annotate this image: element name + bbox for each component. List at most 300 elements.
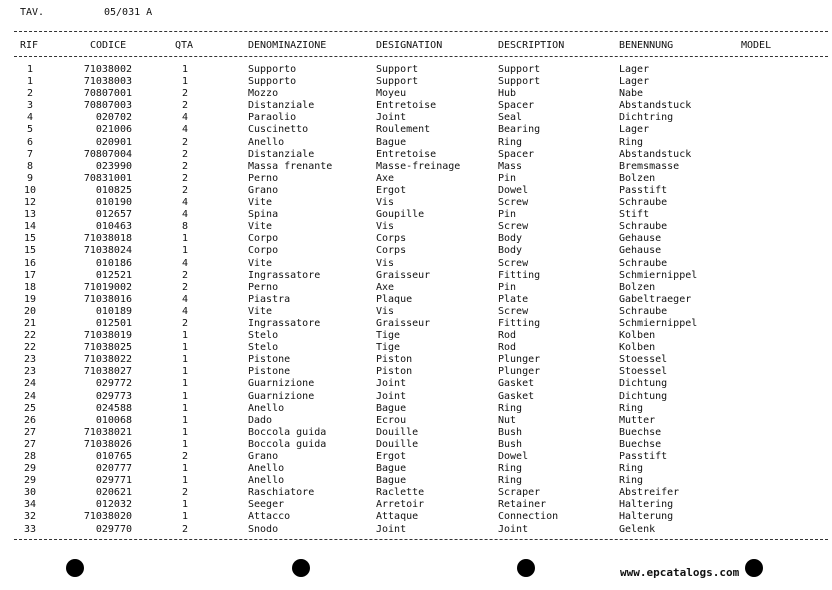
description-cell: Screw — [498, 257, 529, 269]
denominazione-cell: Spina — [248, 209, 279, 221]
denominazione-cell: Perno — [248, 281, 279, 293]
designation-cell: Vis — [376, 257, 395, 269]
codice-cell: 023990 — [95, 160, 132, 172]
description-cell: Retainer — [498, 499, 547, 511]
table-row — [0, 451, 832, 463]
codice-cell: 010186 — [95, 257, 132, 269]
table-row — [0, 415, 832, 427]
denominazione-cell: Anello — [248, 402, 285, 414]
rif-cell: 24 — [23, 378, 37, 390]
benennung-cell: Bremsmasse — [619, 160, 680, 172]
description-cell: Plate — [498, 293, 529, 305]
rif-cell: 3 — [26, 100, 34, 112]
table-row — [0, 221, 832, 233]
designation-cell: Plaque — [376, 293, 413, 305]
rif-cell: 25 — [23, 402, 37, 414]
qta-cell: 1 — [181, 342, 189, 354]
denominazione-cell: Seeger — [248, 499, 285, 511]
benennung-cell: Lager — [619, 124, 650, 136]
denominazione-cell: Corpo — [248, 233, 279, 245]
table-row — [0, 185, 832, 197]
designation-cell: Ecrou — [376, 414, 407, 426]
denominazione-cell: Grano — [248, 451, 279, 462]
benennung-cell: Gehause — [619, 233, 662, 245]
denominazione-cell: Piastra — [248, 293, 291, 305]
rif-cell: 12 — [23, 197, 37, 209]
rif-cell: 18 — [23, 281, 37, 293]
description-cell: Pin — [498, 209, 517, 221]
codice-cell: 021006 — [95, 124, 132, 136]
benennung-cell: Kolben — [619, 330, 656, 342]
benennung-cell: Stoessel — [619, 354, 668, 366]
designation-cell: Masse-freinage — [376, 160, 461, 172]
qta-cell: 2 — [181, 281, 189, 293]
designation-cell: Arretoir — [376, 499, 425, 511]
denominazione-cell: Ingrassatore — [248, 269, 321, 281]
denominazione-cell: Perno — [248, 172, 279, 184]
benennung-cell: Lager — [619, 64, 650, 75]
rif-cell: 22 — [23, 330, 37, 342]
designation-cell: Joint — [376, 390, 407, 402]
description-cell: Ring — [498, 402, 523, 414]
description-cell: Bush — [498, 438, 523, 450]
rif-cell: 24 — [23, 390, 37, 402]
benennung-cell: Passtift — [619, 451, 668, 462]
benennung-cell: Halterung — [619, 511, 674, 523]
codice-cell: 010190 — [95, 197, 132, 209]
codice-cell: 012501 — [95, 317, 132, 329]
qta-cell: 2 — [181, 88, 189, 100]
table-row — [0, 233, 832, 245]
qta-cell: 4 — [181, 257, 189, 269]
codice-cell: 012032 — [95, 499, 132, 511]
col-designation: DESIGNATION — [376, 40, 443, 51]
qta-cell: 1 — [181, 463, 189, 475]
benennung-cell: Gelenk — [619, 523, 656, 535]
benennung-cell: Nabe — [619, 88, 644, 100]
denominazione-cell: Anello — [248, 136, 285, 148]
codice-cell: 012657 — [95, 209, 132, 221]
description-cell: Gasket — [498, 390, 535, 402]
rif-cell: 1 — [26, 76, 34, 88]
tav-number: 05/031 A — [104, 7, 153, 18]
codice-cell: 70831001 — [83, 172, 132, 184]
benennung-cell: Abstandstuck — [619, 148, 692, 160]
denominazione-cell: Dado — [248, 414, 273, 426]
description-cell: Dowel — [498, 451, 529, 462]
col-description: DESCRIPTION — [498, 40, 565, 51]
description-cell: Rod — [498, 330, 517, 342]
table-row — [0, 245, 832, 257]
qta-cell: 2 — [181, 136, 189, 148]
header-divider — [14, 56, 828, 57]
codice-cell: 010189 — [95, 305, 132, 317]
qta-cell: 2 — [181, 172, 189, 184]
table-row — [0, 149, 832, 161]
description-cell: Body — [498, 245, 523, 257]
qta-cell: 1 — [181, 76, 189, 88]
designation-cell: Vis — [376, 305, 395, 317]
description-cell: Ring — [498, 136, 523, 148]
denominazione-cell: Supporto — [248, 64, 297, 75]
qta-cell: 8 — [181, 221, 189, 233]
designation-cell: Support — [376, 76, 419, 88]
qta-cell: 2 — [181, 100, 189, 112]
table-row — [0, 463, 832, 475]
col-qta: QTA — [175, 40, 194, 51]
qta-cell: 1 — [181, 366, 189, 378]
description-cell: Mass — [498, 160, 523, 172]
qta-cell: 1 — [181, 245, 189, 257]
qta-cell: 2 — [181, 487, 189, 499]
codice-cell: 71038027 — [83, 366, 132, 378]
table-row — [0, 499, 832, 511]
table-row — [0, 282, 832, 294]
col-model: MODEL — [741, 40, 772, 51]
codice-cell: 012521 — [95, 269, 132, 281]
benennung-cell: Abstandstuck — [619, 100, 692, 112]
codice-cell: 029772 — [95, 378, 132, 390]
benennung-cell: Buechse — [619, 438, 662, 450]
table-row — [0, 294, 832, 306]
description-cell: Rod — [498, 342, 517, 354]
punch-hole — [66, 559, 84, 577]
rif-cell: 30 — [23, 487, 37, 499]
description-cell: Pin — [498, 172, 517, 184]
table-row — [0, 511, 832, 523]
denominazione-cell: Mozzo — [248, 88, 279, 100]
description-cell: Connection — [498, 511, 559, 523]
punch-hole — [745, 559, 763, 577]
table-row — [0, 161, 832, 173]
denominazione-cell: Stelo — [248, 330, 279, 342]
benennung-cell: Stift — [619, 209, 650, 221]
denominazione-cell: Vite — [248, 221, 273, 233]
designation-cell: Douille — [376, 438, 419, 450]
codice-cell: 020702 — [95, 112, 132, 124]
designation-cell: Tige — [376, 330, 401, 342]
codice-cell: 010825 — [95, 184, 132, 196]
table-row — [0, 427, 832, 439]
table-row — [0, 64, 832, 76]
denominazione-cell: Pistone — [248, 366, 291, 378]
punch-hole — [292, 559, 310, 577]
table-row — [0, 137, 832, 149]
denominazione-cell: Pistone — [248, 354, 291, 366]
description-cell: Gasket — [498, 378, 535, 390]
description-cell: Ring — [498, 475, 523, 487]
denominazione-cell: Distanziale — [248, 100, 315, 112]
qta-cell: 4 — [181, 112, 189, 124]
codice-cell: 029771 — [95, 475, 132, 487]
qta-cell: 1 — [181, 354, 189, 366]
benennung-cell: Bolzen — [619, 172, 656, 184]
codice-cell: 71038021 — [83, 426, 132, 438]
table-row — [0, 487, 832, 499]
designation-cell: Corps — [376, 245, 407, 257]
table-row — [0, 209, 832, 221]
table-row — [0, 354, 832, 366]
benennung-cell: Gabeltraeger — [619, 293, 692, 305]
designation-cell: Entretoise — [376, 148, 437, 160]
table-row — [0, 475, 832, 487]
designation-cell: Moyeu — [376, 88, 407, 100]
qta-cell: 1 — [181, 426, 189, 438]
benennung-cell: Ring — [619, 475, 644, 487]
qta-cell: 4 — [181, 209, 189, 221]
col-benennung: BENENNUNG — [619, 40, 674, 51]
col-rif: RIF — [20, 40, 39, 51]
designation-cell: Tige — [376, 342, 401, 354]
rif-cell: 15 — [23, 245, 37, 257]
codice-cell: 70807004 — [83, 148, 132, 160]
denominazione-cell: Distanziale — [248, 148, 315, 160]
codice-cell: 71019002 — [83, 281, 132, 293]
rif-cell: 33 — [23, 523, 37, 535]
benennung-cell: Abstreifer — [619, 487, 680, 499]
benennung-cell: Schraube — [619, 257, 668, 269]
codice-cell: 029770 — [95, 523, 132, 535]
designation-cell: Corps — [376, 233, 407, 245]
rif-cell: 34 — [23, 499, 37, 511]
designation-cell: Bague — [376, 475, 407, 487]
rif-cell: 5 — [26, 124, 34, 136]
designation-cell: Joint — [376, 378, 407, 390]
description-cell: Nut — [498, 414, 517, 426]
qta-cell: 4 — [181, 293, 189, 305]
benennung-cell: Lager — [619, 76, 650, 88]
description-cell: Fitting — [498, 269, 541, 281]
description-cell: Fitting — [498, 317, 541, 329]
description-cell: Support — [498, 64, 541, 75]
table-row — [0, 318, 832, 330]
rif-cell: 4 — [26, 112, 34, 124]
codice-cell: 010463 — [95, 221, 132, 233]
table-row — [0, 270, 832, 282]
col-codice: CODICE — [90, 40, 127, 51]
table-row — [0, 197, 832, 209]
benennung-cell: Ring — [619, 463, 644, 475]
codice-cell: 020777 — [95, 463, 132, 475]
benennung-cell: Ring — [619, 136, 644, 148]
benennung-cell: Schraube — [619, 305, 668, 317]
denominazione-cell: Attacco — [248, 511, 291, 523]
description-cell: Screw — [498, 305, 529, 317]
qta-cell: 1 — [181, 475, 189, 487]
designation-cell: Ergot — [376, 451, 407, 462]
qta-cell: 1 — [181, 330, 189, 342]
qta-cell: 1 — [181, 499, 189, 511]
codice-cell: 010765 — [95, 451, 132, 462]
designation-cell: Ergot — [376, 184, 407, 196]
benennung-cell: Bolzen — [619, 281, 656, 293]
qta-cell: 2 — [181, 523, 189, 535]
qta-cell: 1 — [181, 402, 189, 414]
qta-cell: 1 — [181, 511, 189, 523]
parts-table — [0, 64, 832, 536]
codice-cell: 024588 — [95, 402, 132, 414]
designation-cell: Piston — [376, 366, 413, 378]
denominazione-cell: Supporto — [248, 76, 297, 88]
description-cell: Spacer — [498, 148, 535, 160]
codice-cell: 010068 — [95, 414, 132, 426]
qta-cell: 1 — [181, 438, 189, 450]
designation-cell: Piston — [376, 354, 413, 366]
benennung-cell: Dichtung — [619, 378, 668, 390]
qta-cell: 2 — [181, 269, 189, 281]
rif-cell: 27 — [23, 426, 37, 438]
qta-cell: 4 — [181, 124, 189, 136]
rif-cell: 23 — [23, 354, 37, 366]
description-cell: Seal — [498, 112, 523, 124]
denominazione-cell: Stelo — [248, 342, 279, 354]
benennung-cell: Haltering — [619, 499, 674, 511]
description-cell: Bush — [498, 426, 523, 438]
rif-cell: 29 — [23, 475, 37, 487]
table-row — [0, 100, 832, 112]
benennung-cell: Dichtring — [619, 112, 674, 124]
table-row — [0, 378, 832, 390]
bottom-divider — [14, 539, 828, 540]
table-row — [0, 342, 832, 354]
table-row — [0, 366, 832, 378]
denominazione-cell: Massa frenante — [248, 160, 333, 172]
designation-cell: Entretoise — [376, 100, 437, 112]
designation-cell: Vis — [376, 197, 395, 209]
benennung-cell: Buechse — [619, 426, 662, 438]
rif-cell: 28 — [23, 451, 37, 462]
codice-cell: 71038024 — [83, 245, 132, 257]
designation-cell: Vis — [376, 221, 395, 233]
punch-hole — [517, 559, 535, 577]
table-row — [0, 112, 832, 124]
rif-cell: 14 — [23, 221, 37, 233]
designation-cell: Raclette — [376, 487, 425, 499]
benennung-cell: Ring — [619, 402, 644, 414]
denominazione-cell: Anello — [248, 463, 285, 475]
denominazione-cell: Paraolio — [248, 112, 297, 124]
qta-cell: 1 — [181, 233, 189, 245]
rif-cell: 32 — [23, 511, 37, 523]
description-cell: Plunger — [498, 366, 541, 378]
denominazione-cell: Vite — [248, 305, 273, 317]
table-row — [0, 403, 832, 415]
designation-cell: Roulement — [376, 124, 431, 136]
designation-cell: Support — [376, 64, 419, 75]
rif-cell: 13 — [23, 209, 37, 221]
rif-cell: 20 — [23, 305, 37, 317]
table-row — [0, 88, 832, 100]
qta-cell: 2 — [181, 160, 189, 172]
benennung-cell: Schmiernippel — [619, 317, 698, 329]
codice-cell: 71038016 — [83, 293, 132, 305]
denominazione-cell: Corpo — [248, 245, 279, 257]
description-cell: Spacer — [498, 100, 535, 112]
benennung-cell: Dichtung — [619, 390, 668, 402]
qta-cell: 1 — [181, 378, 189, 390]
benennung-cell: Schmiernippel — [619, 269, 698, 281]
rif-cell: 27 — [23, 438, 37, 450]
denominazione-cell: Vite — [248, 257, 273, 269]
rif-cell: 16 — [23, 257, 37, 269]
table-row — [0, 173, 832, 185]
denominazione-cell: Guarnizione — [248, 378, 315, 390]
description-cell: Body — [498, 233, 523, 245]
benennung-cell: Mutter — [619, 414, 656, 426]
benennung-cell: Gehause — [619, 245, 662, 257]
denominazione-cell: Cuscinetto — [248, 124, 309, 136]
qta-cell: 1 — [181, 414, 189, 426]
table-row — [0, 524, 832, 536]
codice-cell: 020901 — [95, 136, 132, 148]
rif-cell: 8 — [26, 160, 34, 172]
rif-cell: 6 — [26, 136, 34, 148]
denominazione-cell: Vite — [248, 197, 273, 209]
description-cell: Pin — [498, 281, 517, 293]
description-cell: Screw — [498, 197, 529, 209]
rif-cell: 19 — [23, 293, 37, 305]
tav-label: TAV. — [20, 7, 45, 18]
table-row — [0, 391, 832, 403]
table-row — [0, 330, 832, 342]
designation-cell: Graisseur — [376, 317, 431, 329]
description-cell: Support — [498, 76, 541, 88]
codice-cell: 70807003 — [83, 100, 132, 112]
qta-cell: 2 — [181, 317, 189, 329]
qta-cell: 1 — [181, 390, 189, 402]
benennung-cell: Schraube — [619, 197, 668, 209]
rif-cell: 22 — [23, 342, 37, 354]
designation-cell: Attaque — [376, 511, 419, 523]
benennung-cell: Passtift — [619, 184, 668, 196]
codice-cell: 71038003 — [83, 76, 132, 88]
table-row — [0, 76, 832, 88]
designation-cell: Bague — [376, 463, 407, 475]
qta-cell: 4 — [181, 197, 189, 209]
rif-cell: 29 — [23, 463, 37, 475]
description-cell: Ring — [498, 463, 523, 475]
designation-cell: Bague — [376, 402, 407, 414]
description-cell: Plunger — [498, 354, 541, 366]
qta-cell: 2 — [181, 148, 189, 160]
watermark: www.epcatalogs.com — [620, 566, 740, 579]
denominazione-cell: Anello — [248, 475, 285, 487]
designation-cell: Graisseur — [376, 269, 431, 281]
rif-cell: 17 — [23, 269, 37, 281]
rif-cell: 9 — [26, 172, 34, 184]
denominazione-cell: Guarnizione — [248, 390, 315, 402]
rif-cell: 21 — [23, 317, 37, 329]
benennung-cell: Stoessel — [619, 366, 668, 378]
codice-cell: 71038020 — [83, 511, 132, 523]
designation-cell: Axe — [376, 172, 395, 184]
col-denominazione: DENOMINAZIONE — [248, 40, 327, 51]
rif-cell: 2 — [26, 88, 34, 100]
rif-cell: 1 — [26, 64, 34, 75]
rif-cell: 23 — [23, 366, 37, 378]
description-cell: Hub — [498, 88, 517, 100]
codice-cell: 71038019 — [83, 330, 132, 342]
rif-cell: 10 — [23, 184, 37, 196]
denominazione-cell: Grano — [248, 184, 279, 196]
codice-cell: 71038022 — [83, 354, 132, 366]
table-row — [0, 306, 832, 318]
rif-cell: 26 — [23, 414, 37, 426]
codice-cell: 71038002 — [83, 64, 132, 75]
designation-cell: Joint — [376, 523, 407, 535]
denominazione-cell: Ingrassatore — [248, 317, 321, 329]
table-row — [0, 124, 832, 136]
